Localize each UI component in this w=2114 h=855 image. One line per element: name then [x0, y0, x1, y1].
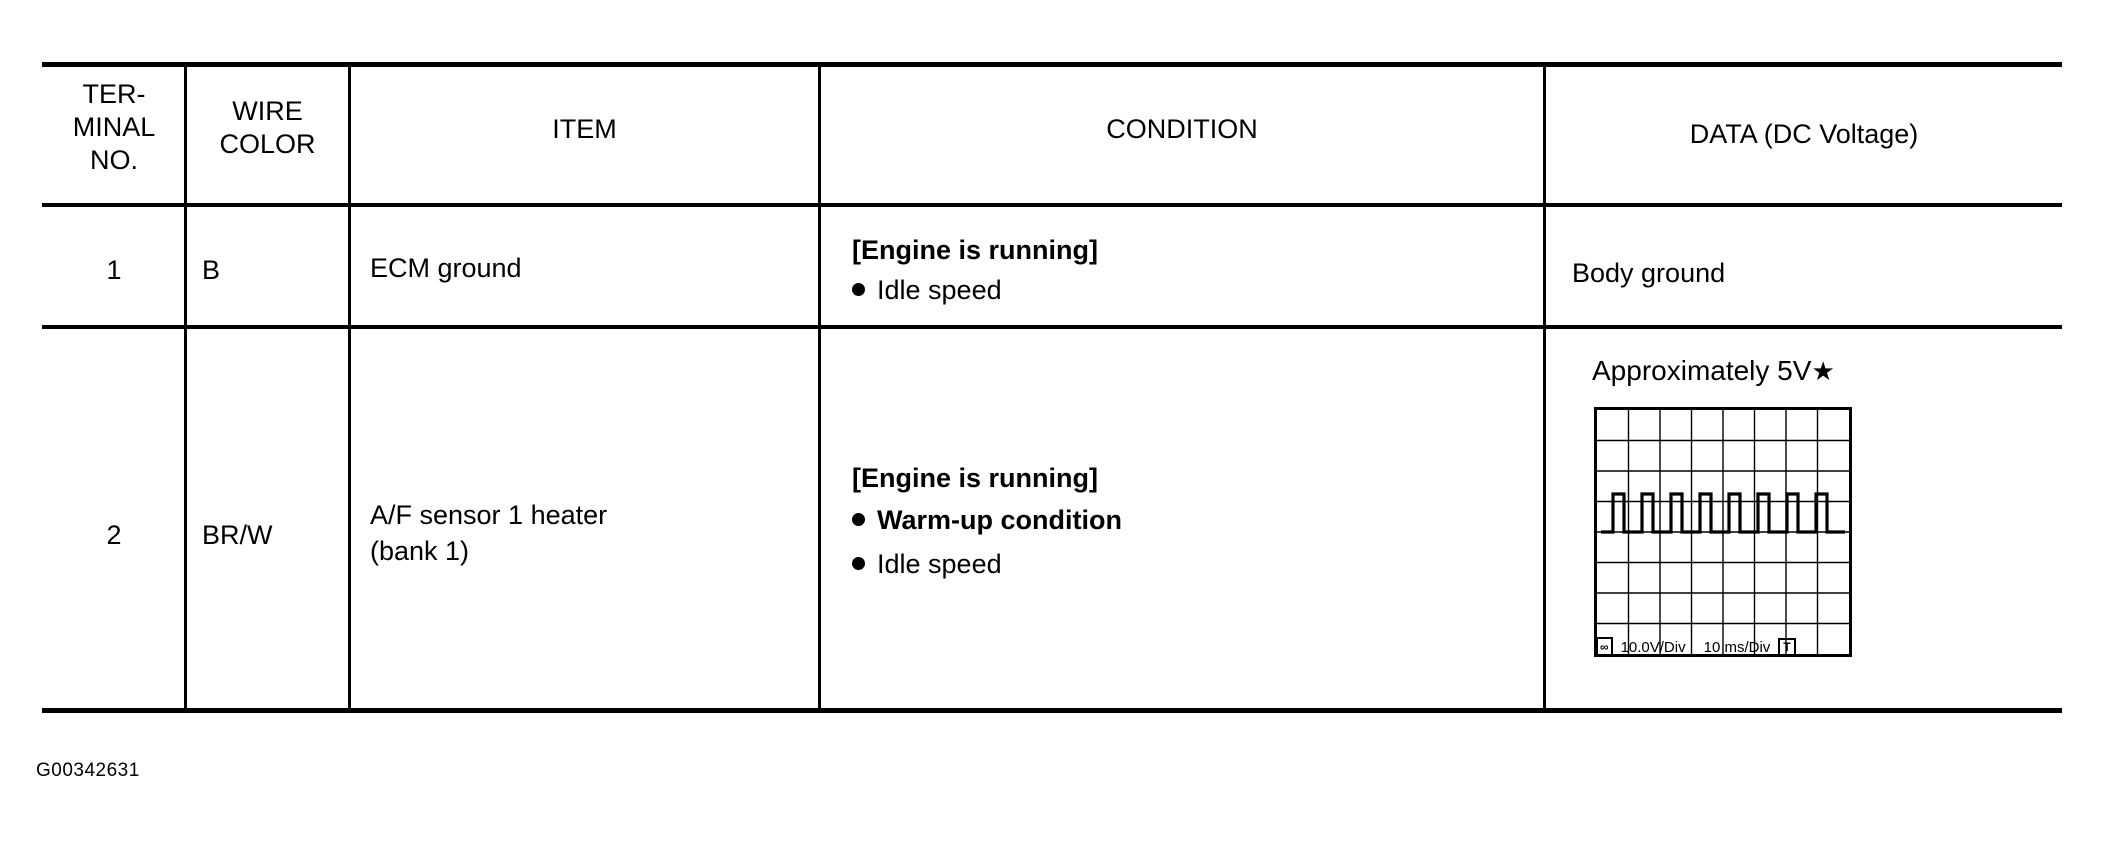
row2-condition-title: [Engine is running]: [852, 463, 1098, 493]
row2-wire-value: BR/W: [202, 520, 273, 550]
row1-wire-color: [202, 252, 342, 288]
row1-data: [1572, 255, 2052, 291]
header-wire-color: [187, 95, 348, 161]
row1-wire-value: B: [202, 255, 221, 285]
header-wire-line2: COLOR: [219, 129, 316, 159]
row1-bottom-rule: [42, 325, 2062, 329]
row2-wire-color: [202, 517, 342, 553]
header-item: [351, 113, 818, 146]
header-condition: [821, 113, 1543, 146]
row2-condition-bullet-0: [852, 502, 1532, 538]
row1-condition-bullet-text-0: Idle speed: [877, 275, 1002, 305]
header-condition-label: CONDITION: [1106, 114, 1258, 144]
row1-item-value: ECM ground: [370, 253, 522, 283]
header-terminal-line3: NO.: [89, 145, 138, 175]
row2-data-value-wrap: [1592, 355, 1835, 387]
row2-condition-bullet-text-0: Warm-up condition: [877, 505, 1122, 535]
row2-data-value: Approximately 5V: [1592, 355, 1812, 386]
header-wire-line1: WIRE: [232, 96, 303, 126]
row1-condition-title: [Engine is running]: [852, 235, 1098, 265]
bullet-icon: [852, 283, 865, 296]
table-bottom-rule: [42, 708, 2062, 713]
star-icon: ★: [1811, 356, 1835, 386]
row2-condition: [852, 460, 1532, 582]
row1-condition-bullet-0: [852, 272, 1532, 308]
row2-item: [370, 497, 810, 569]
vrule-wire-item: [348, 62, 351, 708]
oscilloscope-waveform: [1594, 407, 1852, 657]
vertical-scale-label: 10.0V/Div: [1620, 638, 1686, 656]
row1-condition: [852, 232, 1532, 308]
vrule-item-condition: [818, 62, 821, 708]
row1-terminal-no: [44, 252, 184, 288]
row2-condition-bullet-text-1: Idle speed: [877, 549, 1002, 579]
header-terminal-no: [44, 78, 184, 177]
trigger-icon: T: [1778, 638, 1795, 656]
figure-reference: G00342631: [36, 760, 140, 781]
bullet-icon: [852, 513, 865, 526]
header-item-label: ITEM: [552, 114, 617, 144]
row2-item-line1: A/F sensor 1 heater: [370, 500, 608, 530]
coupling-icon: ∞: [1596, 637, 1613, 657]
table-top-rule: [42, 62, 2062, 67]
oscilloscope-settings-bar: [1594, 634, 1852, 660]
bullet-icon: [852, 557, 865, 570]
row1-item: [370, 250, 810, 286]
header-data-label: DATA (DC Voltage): [1689, 119, 1919, 149]
vrule-condition-data: [1543, 62, 1546, 708]
header-data: [1546, 118, 2062, 151]
row1-terminal-value: 1: [106, 255, 122, 285]
horizontal-scale-label: 10 ms/Div: [1703, 638, 1771, 656]
row2-item-line2: (bank 1): [370, 536, 470, 566]
header-terminal-line2: MINAL: [72, 112, 156, 142]
header-bottom-rule: [42, 203, 2062, 207]
header-terminal-line1: TER-: [82, 79, 146, 109]
row2-condition-bullet-1: [852, 546, 1532, 582]
row2-terminal-value: 2: [106, 520, 122, 550]
row2-terminal-no: [44, 517, 184, 553]
row1-data-value: Body ground: [1572, 258, 1726, 288]
